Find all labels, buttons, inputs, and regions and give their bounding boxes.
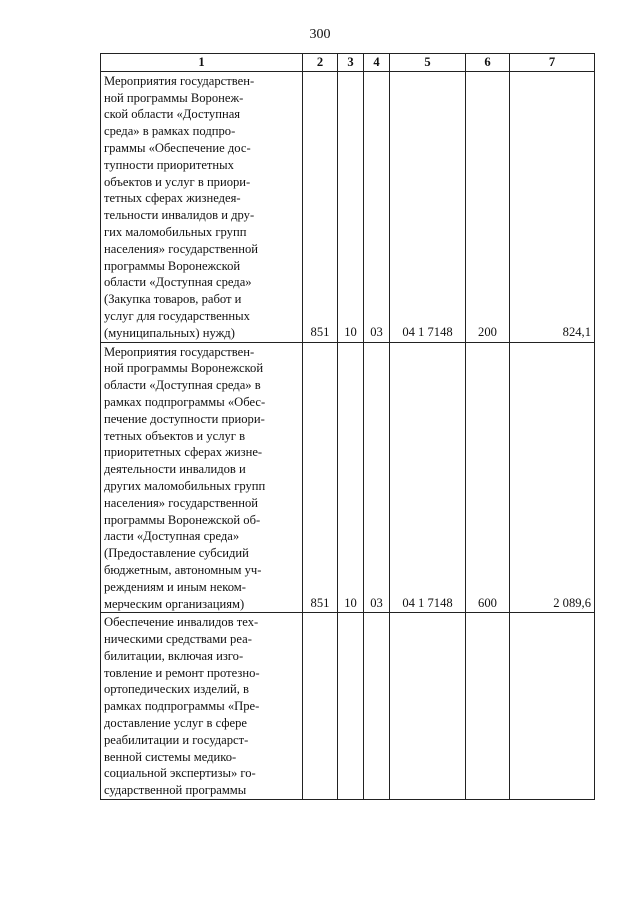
description-line: гих маломобильных групп [104,224,247,239]
code-cell: 851 [303,342,338,613]
amount-cell: 2 089,6 [510,342,595,613]
description-line: рамках подпрограммы «Пре- [104,699,260,714]
description-line: (Предоставление субсидий [104,546,249,561]
description-cell [101,71,303,342]
description-line: (Закупка товаров, работ и [104,292,242,307]
column-header: 5 [390,54,466,72]
description-line: ласти «Доступная среда» [104,529,240,544]
description-line: области «Доступная среда» [104,275,252,290]
target-article-cell: 04 1 7148 [390,342,466,613]
subsection-cell [364,613,390,800]
table-row [101,342,595,613]
description-line: других маломобильных групп [104,478,266,493]
header-row [101,54,595,72]
description-line: населения» государственной [104,495,259,510]
description-line: социальной экспертизы» го- [104,766,256,781]
description-cell [101,613,303,800]
description-line: доставление услуг в сфере [104,716,247,731]
description-line: программы Воронежской [104,258,241,273]
description-line: реждениям и иным неком- [104,579,246,594]
description-line: товление и ремонт протезно- [104,665,260,680]
column-header: 1 [101,54,303,72]
amount-cell [510,613,595,800]
section-cell: 10 [338,342,364,613]
description-line: программы Воронежской об- [104,512,261,527]
description-line: бюджетным, автономным уч- [104,562,262,577]
description-line: (муниципальных) нужд) [104,325,235,340]
column-header: 4 [364,54,390,72]
code-cell: 851 [303,71,338,342]
column-header: 3 [338,54,364,72]
description-line: ской области «Доступная [104,107,241,122]
description-line: среда» в рамках подпро- [104,124,236,139]
column-header: 2 [303,54,338,72]
budget-table [100,53,595,800]
description-line: ортопедических изделий, в [104,682,249,697]
description-line: области «Доступная среда» в [104,378,261,393]
description-line: тетных объектов и услуг в [104,428,246,443]
table-row [101,71,595,342]
description-line: реабилитации и государст- [104,732,249,747]
target-article-cell: 04 1 7148 [390,71,466,342]
code-cell [303,613,338,800]
description-line: тельности инвалидов и дру- [104,208,255,223]
expense-type-cell [466,613,510,800]
section-cell [338,613,364,800]
description-line: деятельности инвалидов и [104,462,246,477]
description-line: билитации, включая изго- [104,648,244,663]
description-line: приоритетных сферах жизне- [104,445,263,460]
description-line: услуг для государственных [104,308,250,323]
target-article-cell [390,613,466,800]
description-line: объектов и услуг в приори- [104,174,251,189]
description-line: Обеспечение инвалидов тех- [104,615,259,630]
expense-type-cell: 600 [466,342,510,613]
column-header: 7 [510,54,595,72]
description-line: граммы «Обеспечение дос- [104,140,251,155]
description-cell [101,342,303,613]
description-line: мерческим организациям) [104,596,245,611]
description-line: тупности приоритетных [104,157,234,172]
description-line: тетных сферах жизнедея- [104,191,241,206]
table-row [101,613,595,800]
description-line: Мероприятия государствен- [104,73,255,88]
description-line: сударственной программы [104,783,247,798]
page-number: 300 [309,27,331,42]
description-line: печение доступности приори- [104,411,265,426]
description-line: ной программы Воронежской [104,361,264,376]
subsection-cell: 03 [364,71,390,342]
column-header: 6 [466,54,510,72]
amount-cell: 824,1 [510,71,595,342]
section-cell: 10 [338,71,364,342]
description-line: населения» государственной [104,241,259,256]
description-line: Мероприятия государствен- [104,344,255,359]
description-line: венной системы медико- [104,749,237,764]
description-line: ной программы Воронеж- [104,90,244,105]
subsection-cell: 03 [364,342,390,613]
description-line: рамках подпрограммы «Обес- [104,394,266,409]
expense-type-cell: 200 [466,71,510,342]
description-line: ническими средствами реа- [104,632,252,647]
